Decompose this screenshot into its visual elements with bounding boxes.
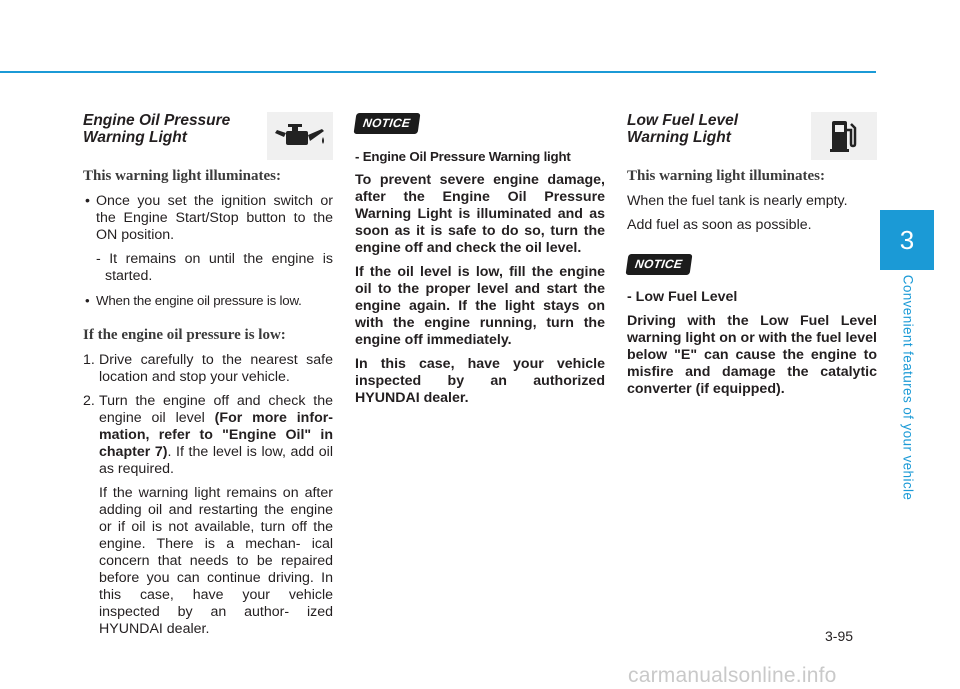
oil-pressure-warning-icon-box	[267, 112, 333, 160]
notice-fuel-title: - Low Fuel Level	[627, 289, 738, 305]
watermark: carmanualsonline.info	[628, 664, 837, 687]
top-rule	[0, 71, 876, 73]
notice-oil-para-1: To prevent severe engine damage, after the Engine Oil Pressure Warning Light is illuminated and as soon as it is safe to do so, turn the engine off and check the oil level.	[355, 172, 605, 256]
notice-oil-para-3: In this case, have your vehicle inspected by an authorized HYUNDAI dealer.	[355, 356, 605, 406]
engine-oil-section	[83, 112, 333, 645]
oil-can-icon	[272, 121, 328, 151]
oil-step-1: 1. Drive carefully to the nearest safe location and stop your vehicle.	[83, 352, 333, 385]
notice-fuel-para-1: Driving with the Low Fuel Level warning light on or with the fuel level below "E" can cause the engine to misfire and damage the catalytic converter (if equipped).	[627, 313, 877, 397]
oil-illum-bullet-2: • When the engine oil pressure is low.	[83, 292, 333, 309]
fuel-para-2: Add fuel as soon as possible.	[627, 217, 812, 233]
low-fuel-warning-icon-box	[811, 112, 877, 160]
notice-oil-title: - Engine Oil Pressure Warning light	[355, 149, 571, 164]
fuel-pump-icon	[829, 118, 859, 154]
fuel-para-1: When the fuel tank is nearly empty.	[627, 193, 848, 209]
fuel-illuminates-heading: This warning light illuminates:	[627, 168, 825, 184]
oil-illum-subitem: - It remains on until the engine is started.	[96, 251, 333, 284]
chapter-tab: 3	[880, 210, 934, 270]
chapter-title-vertical: Convenient features of your vehicle	[900, 274, 916, 500]
low-fuel-title: Low Fuel Level Warning Light	[627, 112, 739, 146]
notice-oil-para-2: If the oil level is low, fill the engine oil to the proper level and start the engine again. If the light stays on with the engine running, turn the engine off immediately.	[355, 264, 605, 348]
notice-badge-fuel: NOTICE	[626, 254, 693, 275]
low-fuel-section	[627, 112, 877, 405]
oil-step-2: 2. Turn the engine off and check the engine oil level (For more infor- mation, refer to "Engine Oil" in chapter 7). If the level is low, add oil as required.	[83, 393, 333, 477]
oil-illum-bullet-1: • Once you set the ignition switch or the Engine Start/Stop button to the ON position.	[83, 193, 333, 244]
page-number: 3-95	[825, 628, 854, 644]
notice-badge: NOTICE	[354, 113, 421, 134]
engine-oil-title: Engine Oil Pressure Warning Light	[83, 112, 231, 146]
notice-oil-section	[355, 112, 605, 414]
oil-low-heading: If the engine oil pressure is low:	[83, 327, 286, 343]
oil-step-2-paragraph: If the warning light remains on after adding oil and restarting the engine or if oil is not available, turn off the engine. There is a mechan- ical concern that needs to be repaired before you can continue driving. In this case, have your vehicle inspected by an author- ized HYUNDAI dealer.	[99, 485, 333, 637]
oil-illuminates-heading: This warning light illuminates:	[83, 168, 281, 184]
